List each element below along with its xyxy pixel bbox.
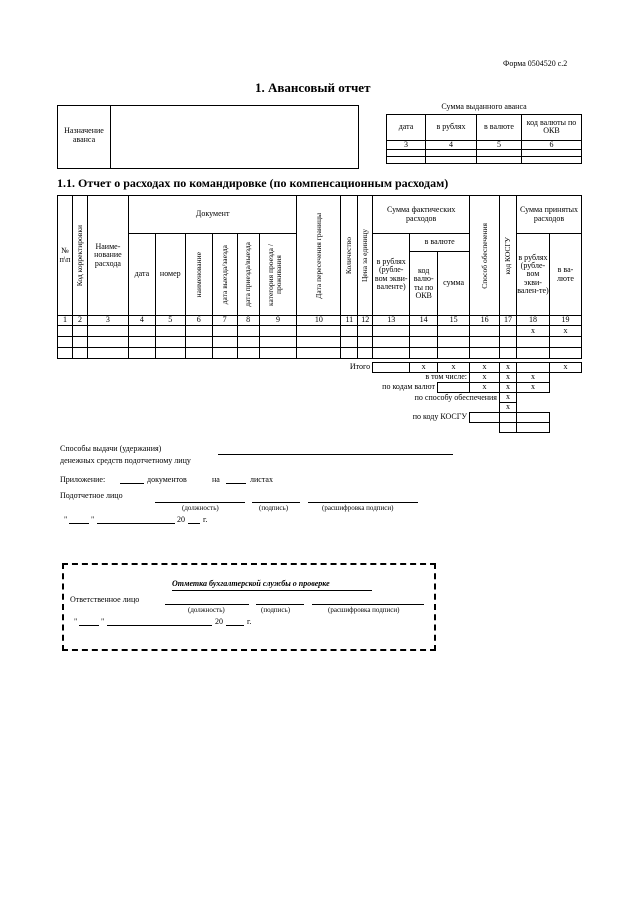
resp-day-field[interactable] <box>79 625 99 626</box>
h-actual: Сумма фактических расходов <box>373 196 470 234</box>
resp-signature-field[interactable] <box>256 604 304 605</box>
column-numbers-row: 1 2 3 4 5 6 7 8 9 10 11 12 13 14 15 16 17 18 19 <box>58 316 582 326</box>
documents-count-field[interactable] <box>120 483 144 484</box>
h-provision: Способ обеспечения <box>479 222 489 289</box>
advance-purpose-label: Назначение <box>64 126 104 135</box>
advance-issued-table: Сумма выданного аванса дата в рублях в валюте код валюты по ОКВ 3 4 5 6 <box>386 100 582 164</box>
section-title: 1.1. Отчет о расходах по командировке (по компенсационным расходам) <box>57 176 449 190</box>
advance-cell[interactable] <box>387 149 426 156</box>
table-row[interactable] <box>58 348 582 359</box>
resp-position-field[interactable] <box>165 604 249 605</box>
h-accepted: Сумма принятых расходов <box>516 196 581 234</box>
h-expense-name: Наиме-нование расхода <box>87 196 128 316</box>
h-unit-price: Цена за единицу <box>360 229 370 282</box>
month-field[interactable] <box>97 523 175 524</box>
page-title: 1. Авансовый отчет <box>255 80 371 95</box>
methods-label: Способы выдачи (удержания) <box>60 444 162 453</box>
form-label: Форма 0504520 с.2 <box>503 59 568 68</box>
h-num: № п\п <box>58 196 73 316</box>
resp-decoding-field[interactable] <box>312 604 424 605</box>
attachment-label: Приложение: <box>60 475 106 484</box>
advance-purpose-box: Назначение аванса <box>57 105 359 169</box>
decoding-field[interactable] <box>308 502 418 503</box>
table-row[interactable] <box>58 337 582 348</box>
day-field[interactable] <box>69 523 89 524</box>
year-field[interactable] <box>188 523 200 524</box>
h-border: Дата пересечения границы <box>313 212 323 299</box>
h-kosgu: код КОСГУ <box>503 236 513 275</box>
h-document: Документ <box>128 196 297 234</box>
signature-field[interactable] <box>252 502 300 503</box>
accounting-title: Отметка бухгалтерской службы о проверке <box>172 579 330 588</box>
h-correction: Код корректировки <box>75 224 85 287</box>
expense-table: № п\п Код корректировки Наиме-нование расхода Документ Дата пересечения границы Количество Цена за единицу Сумма фактических расходов Способ обеспечения код КОСГУ Сумма принятых расходов дата номер наименование дата выезда/заезда дата приезда/выезда категория проезда / проживания в рублях (рубле-вом экви-валенте) в валюте в рублях (рубле-вом экви-вален-те) в ва-люте код валю-ты по ОКВ сумма 1 2 3 4 5 6 7 8 9 10 11 12 13 14 15 16 17 18 19 x x <box>57 195 582 359</box>
sheets-count-field[interactable] <box>226 483 246 484</box>
h-quantity: Количество <box>344 236 354 275</box>
position-field[interactable] <box>155 502 245 503</box>
totals-table: Итого x x x x x в том числе: x x x по кодам валют x x x по способу обеспечения x x по коду КОСГУ <box>57 362 582 433</box>
resp-year-field[interactable] <box>226 625 244 626</box>
responsible-label: Ответственное лицо <box>70 595 140 604</box>
total-label: Итого <box>349 362 371 372</box>
resp-month-field[interactable] <box>107 625 212 626</box>
accountable-label: Подотчетное лицо <box>60 491 123 500</box>
methods-field[interactable] <box>218 454 453 455</box>
table-row[interactable]: x x <box>58 326 582 337</box>
